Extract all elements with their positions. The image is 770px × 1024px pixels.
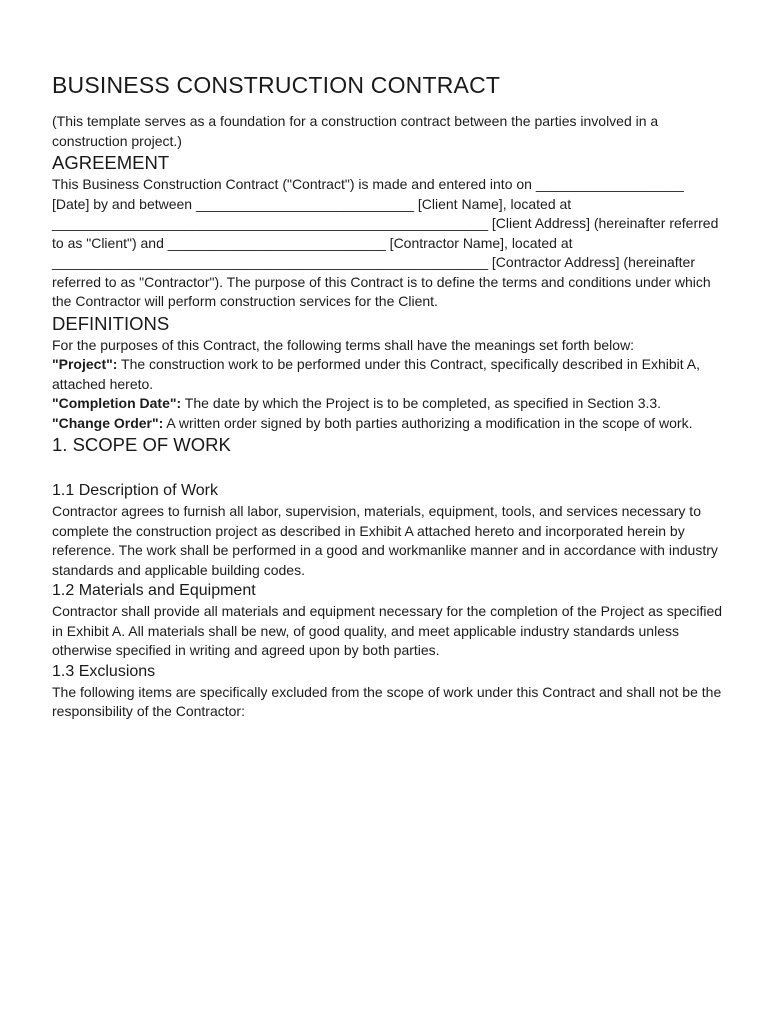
definition-text: The construction work to be performed under this Contract, specifically described in Exhibit A, attached hereto. <box>52 356 700 392</box>
subsection-heading-exclusions: 1.3 Exclusions <box>52 662 156 680</box>
subsection-text-exclusions: The following items are specifically excluded from the scope of work under this Contract and shall not be the responsibility of the Contractor: <box>52 683 722 719</box>
subsection-text-description-of-work: Contractor agrees to furnish all labor, supervision, materials, equipment, tools, and services necessary to complete the construction project as described in Exhibit A attached hereto and incorporated herein by reference. The work shall be performed in a good and workmanlike manner and in accordance with industry standards and applicable building codes. <box>52 503 718 578</box>
agreement-paragraph: This Business Construction Contract ("Contract") is made and entered into on ___________________ [Date] by and between ____________________________ [Client Name], located at ________________________________________________________ [Client Address] (hereinafter referred to as "Client") and ____________________________ [Contractor Name], located at ________________________________________________________ [Contractor Address] (hereinafter referred to as "Contractor"). The purpose of this Contract is to define the terms and conditions under which the Contractor will perform construction services for the Client. <box>52 176 719 309</box>
definition-term: "Project": <box>52 356 118 372</box>
agreement-heading: AGREEMENT <box>52 152 170 173</box>
definition-project <box>52 355 722 394</box>
definitions-heading: DEFINITIONS <box>52 312 170 334</box>
definition-completion-date <box>52 394 722 414</box>
definition-text: The date by which the Project is to be completed, as specified in Section 3.3. <box>181 395 662 411</box>
definition-text: A written order signed by both parties authorizing a modification in the scope of work. <box>163 414 693 431</box>
scope-of-work-heading: 1. SCOPE OF WORK <box>52 434 231 455</box>
subsection-heading-description-of-work: 1.1 Description of Work <box>52 482 218 499</box>
subsection-text-materials-equipment: Contractor shall provide all materials and equipment necessary for the completion of the Project as specified in Exhibit A. All materials shall be new, of good quality, and meet applicable industry standards unless otherwise specified in writing and agreed upon by both parties. <box>52 603 723 658</box>
definition-term: "Completion Date": <box>52 395 182 411</box>
document-title: BUSINESS CONSTRUCTION CONTRACT <box>52 72 501 98</box>
document-page <box>52 70 722 722</box>
subsection-heading-materials-equipment: 1.2 Materials and Equipment <box>52 582 256 599</box>
definitions-lead: For the purposes of this Contract, the following terms shall have the meanings set forth below: <box>52 336 635 353</box>
template-intro-note: (This template serves as a foundation for a construction contract between the parties involved in a construction project.) <box>52 113 659 149</box>
definition-change-order <box>52 414 722 434</box>
definition-term: "Change Order": <box>52 414 164 431</box>
